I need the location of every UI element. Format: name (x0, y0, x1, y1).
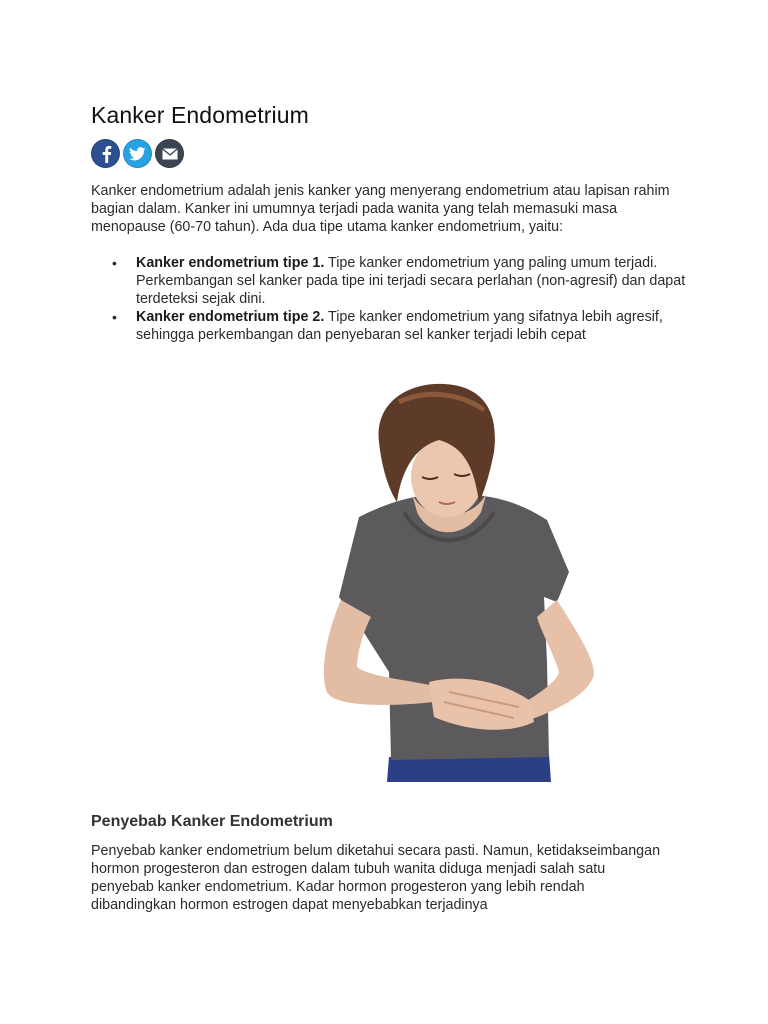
email-share-button[interactable] (155, 139, 184, 168)
type-2-title: Kanker endometrium tipe 2. (136, 309, 325, 325)
article-title: Kanker Endometrium (91, 102, 309, 128)
facebook-icon (99, 145, 113, 163)
share-buttons (91, 139, 184, 168)
cause-paragraph: Penyebab kanker endometrium belum diketahui secara pasti. Namun, ketidakseimbangan hormon progesteron dan estrogen dalam tubuh wanita diduga menjadi salah satu penyebab kanker endometrium. Kadar hormon progesteron yang lebih rendah dibandingkan hormon estrogen dapat menyebabkan terjadinya (91, 843, 661, 913)
cancer-types-list (91, 254, 716, 344)
twitter-share-button[interactable] (123, 139, 152, 168)
intro-paragraph: Kanker endometrium adalah jenis kanker yang menyerang endometrium atau lapisan rahim bagian dalam. Kanker ini umumnya terjadi pada wanita yang telah memasuki masa menopause (60-70 tahun). Ada dua tipe utama kanker endometrium, yaitu: (91, 183, 670, 235)
list-item (136, 308, 716, 344)
type-1-text: Tipe kanker endometrium yang paling umum terjadi. Perkembangan sel kanker pada tipe ini terjadi secara perlahan (non-agresif) dan dapat terdeteksi sejak dini. (136, 255, 686, 307)
article-photo (89, 362, 703, 782)
facebook-share-button[interactable] (91, 139, 120, 168)
type-2-text: Tipe kanker endometrium yang sifatnya lebih agresif, sehingga perkembangan dan penyebaran sel kanker terjadi lebih cepat (136, 309, 663, 343)
type-1-title: Kanker endometrium tipe 1. (136, 255, 325, 271)
twitter-icon (129, 147, 146, 161)
mail-icon (162, 148, 178, 160)
list-item (136, 254, 716, 308)
section-heading: Penyebab Kanker Endometrium (91, 813, 333, 830)
